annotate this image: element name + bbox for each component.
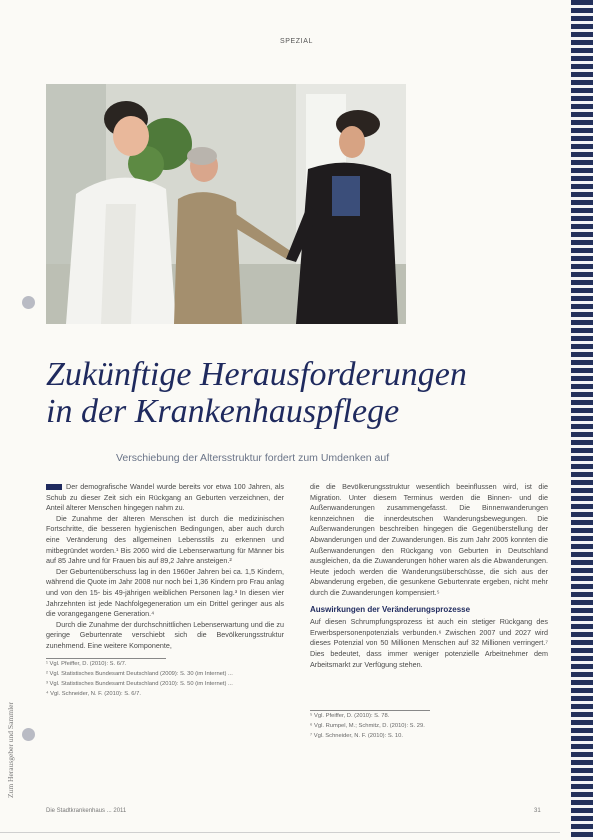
paragraph: Auf diesen Schrumpfungsprozess ist auch ein stetiger Rückgang des Erwerbspersonenpotenzials verbunden.⁶ Zwischen 2007 und 2027 wird dieses Potenzial von 50 Millionen Menschen auf 32 Millionen verringert.⁷ Dies bedeutet, dass immer weniger potenzielle Arbeitnehmer dem Arbeitsmarkt zur Verfügung stehen. — [310, 617, 548, 669]
page-number: 31 — [534, 808, 541, 814]
lead-marker — [46, 484, 62, 490]
footnote: ² Vgl. Statistisches Bundesamt Deutschland (2009): S. 30 (im Internet) ... — [46, 670, 233, 677]
title-line-2: in der Krankenhauspflege — [46, 393, 400, 430]
footnote: ⁷ Vgl. Schneider, N. F. (2010): S. 10. — [310, 733, 403, 740]
section-header: SPEZIAL — [280, 38, 313, 45]
footnote: ⁴ Vgl. Schneider, N. F. (2010): S. 6/7. — [46, 690, 141, 697]
photo-illustration — [46, 84, 406, 324]
footnote: ³ Vgl. Statistisches Bundesamt Deutschland (2010): S. 50 (im Internet) ... — [46, 680, 233, 687]
section-heading: Auswirkungen der Veränderungsprozesse — [310, 604, 471, 614]
footnote: ⁵ Vgl. Pfeiffer, D. (2010): S. 78. — [310, 713, 390, 720]
paragraph: Der Geburtenüberschuss lag in den 1960er Jahren bei ca. 1,5 Kindern, während die Quote im Jahr 2008 nur noch bei 1,36 Kindern pro Frau anlag und von den 15- bis 49-jährigen weiblichen Personen lag.³ In diesen vier Jahrzehnten ist jede Nachfolgegeneration um ein Drittel geringer aus als die vorangegangene Generation.⁴ — [46, 566, 284, 619]
article-photo — [46, 84, 406, 324]
paragraph: die die Bevölkerungsstruktur wesentlich beeinflussen wird, ist die Migration. Unter diesem Terminus werden die Binnen- und die Außenwanderungen zusammengefasst. Die Binnenwanderungen kennzeichnen die innerdeutschen Wanderungsbewegungen. Die Außenwanderungen beschreiben hingegen die Gegenüberstellung der Abwanderungen und der Zuwanderungen. Bis zum Jahr 2005 konnten die Außenwanderungen den Rückgang von Geburten in Deutschland ausgleichen, da die Zuwanderungen höher waren als die Abwanderungen. Heute jedoch werden die Wanderungsüberschüsse, die sich aus der Abwanderung ergeben, die gesunkene Geburtenrate ergeben, nicht mehr durch die Zuwanderungen kompensiert.⁵ — [310, 482, 548, 597]
footnote: ⁶ Vgl. Rumpel, M.; Schmitz, D. (2010): S. 29. — [310, 723, 425, 730]
text-column-right — [310, 482, 548, 741]
punch-hole — [22, 728, 35, 741]
article-title — [46, 356, 486, 430]
footnote: ¹ Vgl. Pfeiffer, D. (2010): S. 6/7. — [46, 660, 127, 667]
article-subtitle: Verschiebung der Altersstruktur fordert zum Umdenken auf — [116, 452, 390, 464]
bottom-rule — [0, 832, 560, 833]
title-line-1: Zukünftige Herausforderungen — [46, 356, 467, 393]
footer-publication: Die Stadtkrankenhaus ... 2011 — [46, 808, 127, 814]
text-column-left — [46, 482, 284, 699]
paragraph: Der demografische Wandel wurde bereits vor etwa 100 Jahren, als Schub zu dieser Zeit sich ein Rückgang an Geburten verzeichnen, der Anteil älterer Menschen hingegen nahm zu. — [46, 482, 284, 513]
punch-hole — [22, 296, 35, 309]
decorative-stripes — [565, 0, 593, 840]
paragraph: Die Zunahme der älteren Menschen ist durch die medizinischen Fortschritte, die besseren hygienischen Bedingungen, aber auch durch eine Veränderung des allgemeinen Lebensstils zu erkennen und mitbegründet worden.¹ Bis 2060 wird die Lebenserwartung für Männer bis auf 85 Jahre und für Frauen bis auf 89,2 Jahre ansteigen.² — [46, 513, 284, 566]
paragraph: Durch die Zunahme der durchschnittlichen Lebenserwartung und die zu geringe Geburtenrate verschiebt sich die Bevölkerungsstruktur zunehmend. Eine weitere Komponente, — [46, 619, 284, 650]
side-label: Zum Herausgeber und Sammler — [6, 701, 15, 798]
